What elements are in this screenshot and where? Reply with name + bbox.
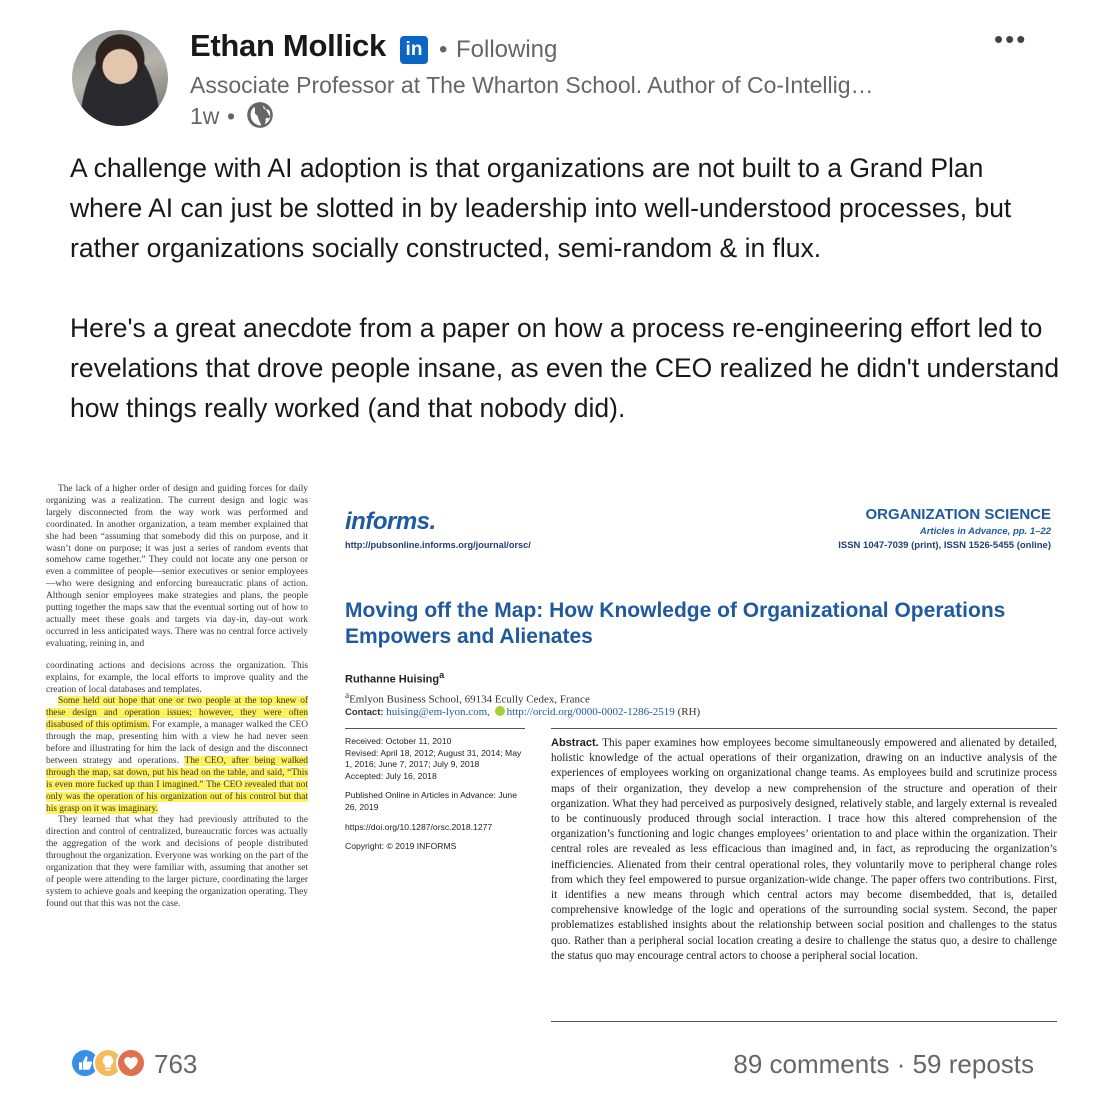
post-body [70, 148, 1060, 428]
paper-dates: Received: October 11, 2010 Revised: April 18, 2012; August 31, 2014; May 1, 2016; June 7, 2017; July 9, 2018 Accepted: July 16, 2018 Published Online in Articles in Advance: June 26, 2019 https://doi.org/10.1287/orsc.2018.1277 Copyright: © 2019 INFORMS [345, 736, 522, 852]
comments-count[interactable]: 89 comments [733, 1049, 890, 1079]
follow-separator: • [439, 36, 448, 63]
excerpt-paragraph: coordinating actions and decisions across the organization. This explains, for example, the local efforts to improve quality and the creation of local databases and templates. [46, 660, 308, 695]
timestamp-separator: • [227, 103, 236, 129]
paper-affiliation: $^a$Emlyon Business School, 69134 Ecully Cedex, France [345, 690, 590, 706]
social-counts [733, 1049, 1034, 1080]
paper-excerpt [46, 484, 308, 911]
journal-name: ORGANIZATION SCIENCE [865, 506, 1051, 523]
reposts-count[interactable]: 59 reposts [912, 1049, 1034, 1079]
divider [551, 728, 1057, 729]
globe-icon [246, 101, 274, 129]
highlighted-text: The CEO, after being walked through the map, sat down, put his head on the table, and said, “This is even more fucked up than I imagined.” The CEO revealed that not only was the operation of his organization out of his control but that his grasp on it was imaginary. [46, 755, 308, 814]
paper-author: Ruthanne Huising$^a$ [345, 670, 445, 686]
more-options-icon[interactable]: ••• [994, 24, 1028, 54]
linkedin-premium-icon: in [400, 36, 428, 64]
paper-title: Moving off the Map: How Knowledge of Organizational Operations Empowers and Alienates [345, 599, 1006, 648]
paper-abstract: Abstract. This paper examines how employees become simultaneously empowered and alienated by detailed, holistic knowledge of the actual operations of their organization, drawing on an inductive analysis of the experiences of employees working on organizational change teams. As employees build and scrutinize process maps of their organization, they develop a new comprehension of the structure and operation of their organization. What they had perceived as purposively designed, relatively stable, and largely external is revealed to be continuously produced through social interaction. I trace how this altered comprehension of the organization’s functioning and logic changes employees’ orientation to and place within the organization. Their central roles are revealed as less efficacious than imagined and, in fact, as reproducing the organization’s inefficiencies. Alienated from their central operational roles, they voluntarily move to peripheral change roles from which they feel empowered to pursue organization-wide change. The paper offers two contributions. First, it identifies a new means through which central actors may become disembedded, that is, detailed comprehensive knowledge of the logic and operations of the surrounding social system. Second, the paper problematizes established insights about the relationship between social position and challenges to the status quo. Rather than a peripheral social location creating a desire to challenge the status quo, a desire to challenge the status quo may encourage central actors to choose a peripheral social location. [551, 737, 1057, 962]
divider [551, 1021, 1057, 1022]
reaction-count[interactable]: 763 [154, 1049, 198, 1079]
orcid-icon [495, 706, 505, 716]
post-timestamp: 1w [190, 103, 220, 129]
journal-issue: Articles in Advance, pp. 1–22 [919, 526, 1051, 537]
excerpt-text: For example, a manager walked the CEO through the map, presenting him with a view he had never seen before and illustrating for him the lack of design and the disconnect between strategy and operations. [46, 720, 308, 766]
post-image[interactable] [40, 478, 1070, 1038]
post-paragraph-2: Here's a great anecdote from a paper on how a process re-engineering effort led to revelations that drove people insane, as even the CEO realized he didn't understand how things really worked (and that nobody did). [70, 313, 1060, 423]
journal-issn: ISSN 1047-7039 (print), ISSN 1526-5455 (online) [838, 540, 1051, 551]
highlighted-text: Some held out hope that one or two people at the top knew of these design and operation issues; however, they were often disabused of this optimism. [46, 696, 308, 731]
author-name[interactable]: Ethan Mollick [190, 28, 386, 63]
divider [345, 728, 525, 729]
excerpt-paragraph: They learned that what they had previously attributed to the direction and control of centralized, bureaucratic forces was actually the aggregation of the work and decisions of people distributed throughout the organization. Everyone was working on the part of the organization that they were familiar with, assuming that another set of people were attending to the larger picture, coordinating the larger system to achieve goals and keeping the organization operating. They found out that this was not the case. [46, 815, 308, 909]
post-paragraph-1: A challenge with AI adoption is that organizations are not built to a Grand Plan where AI can just be slotted in by leadership into well-understood processes, but rather organizations socially constructed, semi-random & in flux. [70, 153, 1012, 263]
follow-status[interactable]: Following [456, 36, 558, 63]
excerpt-paragraph-highlighted [46, 696, 308, 815]
paper-contact: Contact: huising@em-lyon.com, http://orcid.org/0000-0002-1286-2519 (RH) [345, 706, 701, 718]
excerpt-paragraph: The lack of a higher order of design and guiding forces for daily organizing was a realization. The current design and logic was largely disconnected from the way work was performed and coordinated. In another organization, a team member explained that she had been “assuming that somebody did this on purpose, and it wasn’t done on purpose; it was just a series of random events that somehow came together.” They could not locate any one person or even a committee of people—senior executives or senior employees—who were designing and enforcing bureaucratic plans of action. Although senior employees make strategies and plans, the people putting together the maps saw that the eventual sorting out of how to actually meet these goals and targets via day-in, day-out work occurred in less anticipated ways. There was no central force actively evaluating, reining in, and [46, 484, 308, 649]
author-headline: Associate Professor at The Wharton School. Author of Co-Intellig… [190, 72, 874, 98]
love-icon [116, 1048, 146, 1078]
informs-logo: informs. [345, 508, 436, 535]
journal-url: http://pubsonline.informs.org/journal/orsc/ [345, 540, 531, 550]
author-avatar[interactable] [72, 30, 168, 126]
count-separator: · [896, 1049, 906, 1079]
